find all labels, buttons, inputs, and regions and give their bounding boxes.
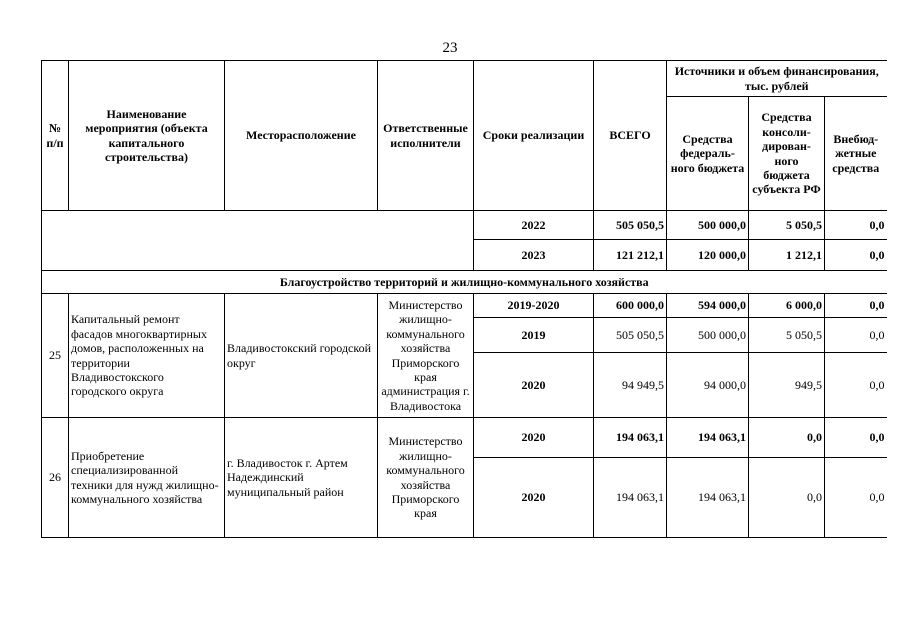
item-total: 194 063,1 — [594, 418, 667, 458]
item-name: Капитальный ремонт фасадов многоквартирных домов, расположенных на территории Владивостокского городского округа — [69, 294, 225, 418]
summary-total: 505 050,5 — [594, 211, 667, 240]
header-location: Месторасположение — [225, 61, 378, 211]
item-offbudget: 0,0 — [825, 458, 887, 538]
item-name: Приобретение специализированной техники для нужд жилищно-коммунального хозяйства — [69, 418, 225, 538]
header-offbudget: Внебюд-жетные средства — [825, 97, 887, 211]
summary-regional: 5 050,5 — [749, 211, 825, 240]
summary-row — [42, 211, 887, 240]
header-executors: Ответственные исполнители — [378, 61, 474, 211]
header-num: № п/п — [42, 61, 69, 211]
item-federal: 94 000,0 — [667, 353, 749, 418]
item-regional: 5 050,5 — [749, 318, 825, 353]
summary-offbudget: 0,0 — [825, 211, 887, 240]
item-number: 26 — [42, 418, 69, 538]
header-name: Наименование мероприятия (объекта капитального строительства) — [69, 61, 225, 211]
summary-federal: 500 000,0 — [667, 211, 749, 240]
item-location: г. Владивосток г. Артем Надеждинский муниципальный район — [225, 418, 378, 538]
table-row — [42, 418, 887, 458]
summary-blank-cell — [42, 211, 474, 271]
item-regional: 949,5 — [749, 353, 825, 418]
item-federal: 500 000,0 — [667, 318, 749, 353]
item-year: 2019-2020 — [474, 294, 594, 318]
item-total: 505 050,5 — [594, 318, 667, 353]
header-row-1 — [42, 61, 887, 97]
item-regional: 0,0 — [749, 418, 825, 458]
item-year: 2019 — [474, 318, 594, 353]
table-row — [42, 294, 887, 318]
item-total: 94 949,5 — [594, 353, 667, 418]
summary-year: 2023 — [474, 240, 594, 271]
summary-total: 121 212,1 — [594, 240, 667, 271]
item-offbudget: 0,0 — [825, 418, 887, 458]
item-total: 600 000,0 — [594, 294, 667, 318]
financing-table — [41, 60, 887, 538]
item-offbudget: 0,0 — [825, 294, 887, 318]
summary-federal: 120 000,0 — [667, 240, 749, 271]
item-regional: 0,0 — [749, 458, 825, 538]
item-offbudget: 0,0 — [825, 318, 887, 353]
header-regional: Средства консоли-дирован-ного бюджета субъекта РФ — [749, 97, 825, 211]
item-federal: 194 063,1 — [667, 458, 749, 538]
section-title: Благоустройство территорий и жилищно-коммунального хозяйства — [42, 271, 887, 294]
summary-year: 2022 — [474, 211, 594, 240]
summary-offbudget: 0,0 — [825, 240, 887, 271]
item-offbudget: 0,0 — [825, 353, 887, 418]
item-executors: Министерство жилищно-коммунального хозяйства Приморского края администрация г. Владивостока — [378, 294, 474, 418]
item-federal: 194 063,1 — [667, 418, 749, 458]
header-sources-group: Источники и объем финансирования, тыс. рублей — [667, 61, 887, 97]
item-year: 2020 — [474, 458, 594, 538]
item-executors: Министерство жилищно-коммунального хозяйства Приморского края — [378, 418, 474, 538]
header-total: ВСЕГО — [594, 61, 667, 211]
item-federal: 594 000,0 — [667, 294, 749, 318]
section-row — [42, 271, 887, 294]
item-year: 2020 — [474, 353, 594, 418]
summary-regional: 1 212,1 — [749, 240, 825, 271]
item-number: 25 — [42, 294, 69, 418]
item-year: 2020 — [474, 418, 594, 458]
header-federal: Средства федераль-ного бюджета — [667, 97, 749, 211]
header-period: Сроки реализации — [474, 61, 594, 211]
item-regional: 6 000,0 — [749, 294, 825, 318]
item-location: Владивостокский городской округ — [225, 294, 378, 418]
page-number: 23 — [442, 40, 458, 56]
item-total: 194 063,1 — [594, 458, 667, 538]
